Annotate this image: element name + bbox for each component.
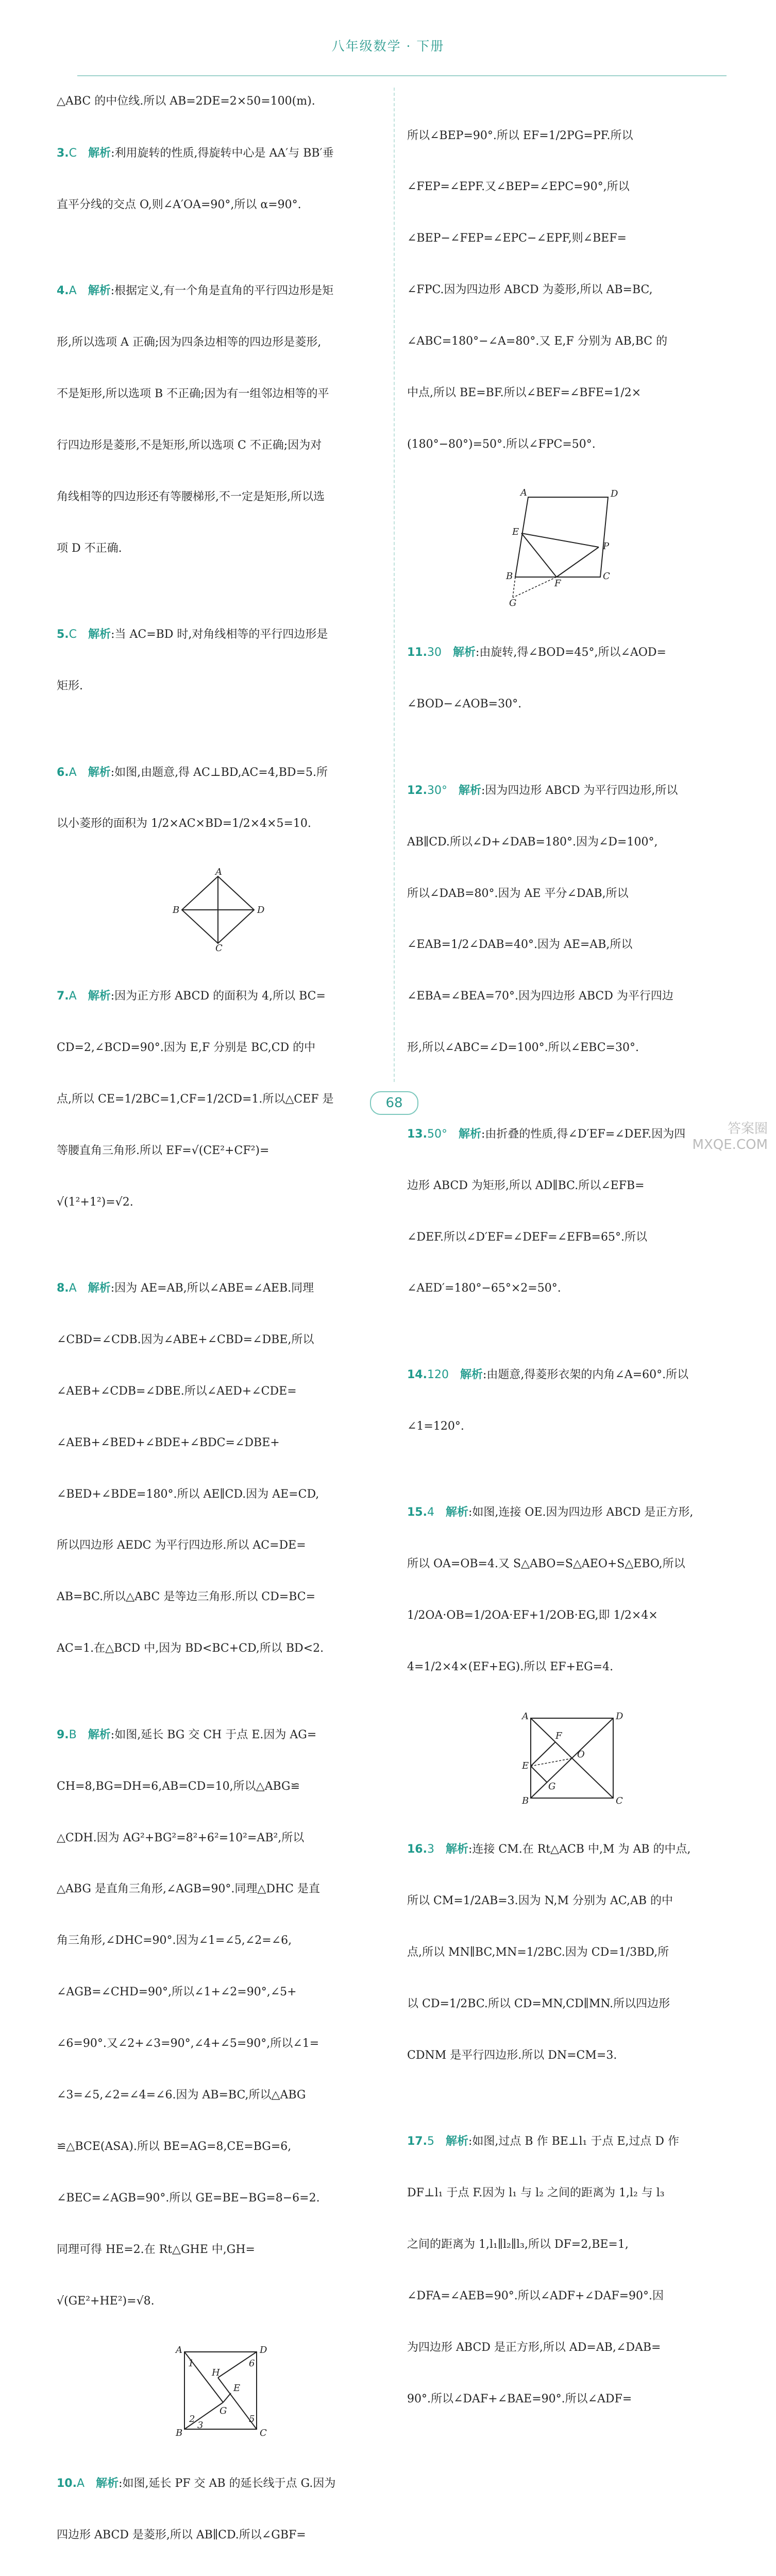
vertex-label: A: [175, 2345, 182, 2356]
point-label: G: [509, 597, 517, 608]
analysis-text: ∠AED′=180°−65°×2=50°.: [407, 1282, 561, 1295]
item-number: 6.: [57, 766, 69, 779]
analysis-text: :由题意,得菱形衣架的内角∠A=60°.所以: [483, 1368, 689, 1381]
analysis-text: 形,所以∠ABC=∠D=100°.所以∠EBC=30°.: [407, 1041, 639, 1055]
analysis-tag: 解析: [459, 1127, 482, 1141]
answer-item-17: [407, 2099, 727, 2442]
analysis-text: ∠DEF.所以∠D′EF=∠DEF=∠EFB=65°.所以: [407, 1230, 647, 1244]
vertex-label: B: [522, 1795, 529, 1806]
watermark-logo: 答案圈 MXQE.COM: [692, 1121, 768, 1153]
analysis-text: :因为 AE=AB,所以∠ABE=∠AEB.同理: [110, 1282, 314, 1295]
analysis-text: △ABG 是直角三角形,∠AGB=90°.同理△DHC 是直: [57, 1883, 320, 1896]
analysis-text: :当 AC=BD 时,对角线相等的平行四边形是: [111, 628, 328, 641]
analysis-text: CH=8,BG=DH=6,AB=CD=10,所以△ABG≌: [57, 1780, 300, 1793]
answer-item-3: [57, 110, 379, 247]
segment-pf: [556, 547, 599, 577]
analysis-text: :由折叠的性质,得∠D′EF=∠DEF.因为四: [481, 1127, 686, 1141]
analysis-text: 所以四边形 AEDC 为平行四边形.所以 AC=DE=: [57, 1539, 306, 1552]
vertex-label: D: [259, 2345, 267, 2356]
analysis-text: ∠BOD−∠AOB=30°.: [407, 698, 522, 711]
item-answer: B: [69, 1728, 77, 1741]
answer-item-7: [57, 953, 379, 1245]
item-answer: A: [69, 1282, 77, 1295]
analysis-text: 矩形.: [57, 680, 83, 693]
item-answer: 120: [427, 1368, 449, 1381]
analysis-text: ∠BED+∠BDE=180°.所以 AE∥CD.因为 AE=CD,: [57, 1487, 319, 1501]
point-label: E: [233, 2383, 240, 2394]
analysis-text: CDNM 是平行四边形.所以 DN=CM=3.: [407, 2048, 617, 2062]
vertex-label: D: [616, 1710, 623, 1722]
answer-item-4: [57, 248, 379, 591]
analysis-text: 为四边形 ABCD 是正方形,所以 AD=AB,∠DAB=: [407, 2341, 661, 2354]
segment-eg: [531, 1766, 547, 1783]
analysis-text: ∠6=90°.又∠2+∠3=90°,∠4+∠5=90°,所以∠1=: [57, 2037, 319, 2050]
parallelogram-outline: [515, 497, 608, 577]
analysis-tag: 解析: [88, 766, 111, 779]
vertex-label: B: [506, 570, 513, 582]
analysis-text: AB∥CD.所以∠D+∠DAB=180°.因为∠D=100°,: [407, 835, 658, 849]
point-label: H: [211, 2367, 220, 2379]
angle-label: 3: [197, 2420, 203, 2431]
column-divider: [394, 88, 395, 1082]
point-label: F: [554, 578, 561, 589]
segment-ep: [521, 533, 599, 547]
segment-bg-dashed: [513, 577, 515, 598]
analysis-tag: 解析: [88, 1728, 111, 1741]
angle-label: 6: [248, 2358, 255, 2369]
item-answer: 30: [427, 646, 442, 659]
answer-item-15: [407, 1470, 727, 1710]
item-answer: C: [69, 146, 77, 160]
analysis-tag: 解析: [88, 1282, 111, 1295]
analysis-text: ∠CBD=∠CDB.因为∠ABE+∠CBD=∠DBE,所以: [57, 1333, 314, 1346]
analysis-text: DF⊥l₁ 于点 F.因为 l₁ 与 l₂ 之间的距离为 1,l₂ 与 l₃: [407, 2187, 665, 2200]
analysis-tag: 解析: [88, 146, 111, 160]
vertex-label: B: [172, 905, 179, 916]
answer-item-6: [57, 730, 379, 867]
item-answer: A: [69, 766, 77, 779]
vertex-label: A: [215, 867, 222, 878]
vertex-label: A: [520, 487, 527, 498]
analysis-text: 等腰直角三角形.所以 EF=√(CE²+CF²)=: [57, 1144, 269, 1157]
analysis-text: 点,所以 CE=1/2BC=1,CF=1/2CD=1.所以△CEF 是: [57, 1092, 334, 1106]
analysis-text: 点,所以 MN∥BC,MN=1/2BC.因为 CD=1/3BD,所: [407, 1946, 669, 1959]
item-number: 16.: [407, 1843, 427, 1856]
analysis-text: :因为正方形 ABCD 的面积为 4,所以 BC=: [110, 989, 326, 1003]
answer-item-8: [57, 1245, 379, 1691]
analysis-text: √(1²+1²)=√2.: [57, 1195, 133, 1209]
angle-label: 1: [188, 2358, 194, 2369]
point-label: O: [577, 1749, 585, 1760]
item-answer: 30°: [427, 784, 447, 797]
analysis-text: 角三角形,∠DHC=90°.因为∠1=∠5,∠2=∠6,: [57, 1934, 292, 1947]
rhombus-figure: [166, 867, 269, 954]
point-label: G: [548, 1781, 556, 1792]
analysis-text: :如图,过点 B 作 BE⊥l₁ 于点 E,过点 D 作: [468, 2135, 680, 2148]
vertex-label: C: [215, 943, 223, 954]
vertex-label: B: [175, 2428, 182, 2439]
analysis-text: 4=1/2×4×(EF+EG).所以 EF+EG=4.: [407, 1660, 614, 1673]
point-label: E: [522, 1760, 529, 1771]
analysis-text: 边形 ABCD 为矩形,所以 AD∥BC.所以∠EFB=: [407, 1179, 645, 1192]
analysis-text: AC=1.在△BCD 中,因为 BD<BC+CD,所以 BD<2.: [57, 1642, 324, 1655]
analysis-tag: 解析: [446, 2135, 469, 2148]
item-number: 10.: [57, 2477, 77, 2490]
analysis-text: 四边形 ABCD 是菱形,所以 AB∥CD.所以∠GBF=: [57, 2528, 306, 2541]
answer-item-16: [407, 1807, 727, 2098]
analysis-text: :由旋转,得∠BOD=45°,所以∠AOD=: [476, 646, 666, 659]
analysis-tag: 解析: [446, 1843, 469, 1856]
answer-item-14: [407, 1332, 727, 1469]
vertex-label: C: [616, 1795, 623, 1806]
segment-ef: [521, 533, 556, 577]
analysis-text: :根据定义,有一个角是直角的平行四边形是矩: [110, 284, 334, 298]
angle-label: 5: [248, 2414, 255, 2425]
segment-ef: [531, 1742, 555, 1766]
analysis-text: ∠EAB=1/2∠DAB=40°.因为 AE=AB,所以: [407, 938, 633, 952]
page-number: 68: [370, 1091, 418, 1115]
item-number: 11.: [407, 646, 427, 659]
analysis-text: 1/2OA·OB=1/2OA·EF+1/2OB·EG,即 1/2×4×: [407, 1609, 658, 1622]
analysis-tag: 解析: [88, 989, 111, 1003]
item-answer: A: [69, 989, 77, 1003]
item-number: 8.: [57, 1282, 69, 1295]
analysis-text: ≌△BCE(ASA).所以 BE=AG=8,CE=BG=6,: [57, 2140, 292, 2153]
answer-item-10: [57, 2441, 379, 2576]
item-number: 12.: [407, 784, 427, 797]
vertex-label: C: [603, 570, 610, 582]
analysis-text: ∠AGB=∠CHD=90°,所以∠1+∠2=90°,∠5+: [57, 1986, 297, 1999]
analysis-text: 直平分线的交点 O,则∠A′OA=90°,所以 α=90°.: [57, 198, 301, 211]
analysis-text: :利用旋转的性质,得旋转中心是 AA′与 BB′垂: [111, 146, 334, 160]
item-number: 17.: [407, 2135, 427, 2148]
header-divider: [77, 75, 727, 76]
point-label: E: [512, 526, 519, 537]
rhombus-figure-10: [505, 489, 629, 608]
item-number: 9.: [57, 1728, 69, 1741]
analysis-text: AB=BC.所以△ABC 是等边三角形.所以 CD=BC=: [57, 1590, 316, 1604]
analysis-tag: 解析: [460, 1368, 483, 1381]
left-column: [57, 93, 379, 2576]
analysis-text: 以 CD=1/2BC.所以 CD=MN,CD∥MN.所以四边形: [407, 1997, 670, 2011]
analysis-text: ∠3=∠5,∠2=∠4=∠6.因为 AB=BC,所以△ABG: [57, 2088, 306, 2102]
analysis-text: CD=2,∠BCD=90°.因为 E,F 分别是 BC,CD 的中: [57, 1041, 316, 1054]
item-answer: 50°: [427, 1127, 447, 1141]
analysis-text: 以小菱形的面积为 1/2×AC×BD=1/2×4×5=10.: [57, 817, 311, 831]
analysis-text: :连接 CM.在 Rt△ACB 中,M 为 AB 的中点,: [468, 1843, 691, 1856]
item-answer: C: [69, 628, 77, 641]
item-answer: 3: [427, 1843, 434, 1856]
analysis-tag: 解析: [88, 284, 111, 298]
analysis-tag: 解析: [88, 628, 111, 641]
right-column: [407, 93, 727, 2443]
analysis-text: 同理可得 HE=2.在 Rt△GHE 中,GH=: [57, 2243, 255, 2256]
point-label: F: [555, 1730, 562, 1741]
analysis-text: 90°.所以∠DAF+∠BAE=90°.所以∠ADF=: [407, 2392, 632, 2405]
right-continuation: 所以∠BEP=90°.所以 EF=1/2PG=PF.所以 ∠FEP=∠EPF.又∠BEP=∠EPC=90°,所以 ∠BEP−∠FEP=∠EPC−∠EPF,则∠BEF= ∠FPC.因为四边形 ABCD 为菱形,所以 AB=BC, ∠ABC=180°−∠A=80°.又 E,F 分别为 AB,BC 的 中点,所以 BE=BF.所以∠BEF=∠BFE=1/2× (180°−80°)=50°.所以∠FPC=50°.: [407, 129, 668, 451]
analysis-text: √(GE²+HE²)=√8.: [57, 2294, 155, 2308]
analysis-text: :如图,延长 BG 交 CH 于点 E.因为 AG=: [110, 1728, 317, 1741]
item-number: 15.: [407, 1506, 427, 1519]
analysis-text: ∠1=120°.: [407, 1419, 464, 1433]
analysis-text: ∠AEB+∠CDB=∠DBE.所以∠AED+∠CDE=: [57, 1384, 297, 1398]
analysis-text: :如图,连接 OE.因为四边形 ABCD 是正方形,: [468, 1506, 694, 1519]
analysis-text: 行四边形是菱形,不是矩形,所以选项 C 不正确;因为对: [57, 438, 322, 452]
segment-fg-dashed: [513, 577, 556, 598]
square-figure-9: [166, 2346, 269, 2438]
item-number: 14.: [407, 1368, 427, 1381]
page-header-title: 八年级数学 · 下册: [331, 39, 445, 54]
point-label: P: [603, 540, 610, 552]
vertex-label: D: [611, 488, 618, 499]
point-label: G: [219, 2405, 227, 2417]
analysis-text: ∠EBA=∠BEA=70°.因为四边形 ABCD 为平行四边: [407, 990, 673, 1003]
square-figure-15: [515, 1710, 623, 1806]
vertex-label: D: [257, 905, 264, 916]
analysis-text: :如图,由题意,得 AC⊥BD,AC=4,BD=5.所: [110, 766, 328, 779]
item-number: 13.: [407, 1127, 427, 1141]
analysis-text: 不是矩形,所以选项 B 不正确;因为有一组邻边相等的平: [57, 387, 329, 401]
vertex-label: A: [522, 1710, 529, 1722]
answer-item-5: [57, 592, 379, 729]
item-answer: A: [76, 2477, 85, 2490]
item-answer: A: [69, 284, 77, 298]
answer-item-12: [407, 748, 727, 1091]
answer-item-11: [407, 610, 727, 747]
left-continuation: △ABC 的中位线.所以 AB=2DE=2×50=100(m).: [57, 95, 315, 108]
item-number: 3.: [57, 146, 69, 160]
analysis-text: 角线相等的四边形还有等腰梯形,不一定是矩形,所以选: [57, 490, 325, 503]
analysis-text: 项 D 不正确.: [57, 541, 122, 555]
analysis-text: 所以 CM=1/2AB=3.因为 N,M 分别为 AC,AB 的中: [407, 1894, 673, 1908]
vertex-label: C: [259, 2428, 267, 2439]
analysis-text: ∠BEC=∠AGB=90°.所以 GE=BE−BG=8−6=2.: [57, 2191, 320, 2205]
analysis-tag: 解析: [96, 2477, 119, 2490]
analysis-text: ∠DFA=∠AEB=90°.所以∠ADF+∠DAF=90°.因: [407, 2290, 664, 2303]
analysis-tag: 解析: [459, 784, 482, 797]
analysis-text: △CDH.因为 AG²+BG²=8²+6²=10²=AB²,所以: [57, 1831, 305, 1844]
square-outline: [184, 2352, 257, 2429]
analysis-text: 所以∠DAB=80°.因为 AE 平分∠DAB,所以: [407, 887, 629, 900]
angle-label: 2: [189, 2414, 195, 2425]
item-number: 5.: [57, 628, 69, 641]
analysis-text: 所以 OA=OB=4.又 S△ABO=S△AEO+S△EBO,所以: [407, 1557, 685, 1571]
analysis-tag: 解析: [453, 646, 476, 659]
answer-item-9: [57, 1692, 379, 2344]
analysis-text: :因为四边形 ABCD 为平行四边形,所以: [481, 784, 678, 797]
analysis-text: :如图,延长 PF 交 AB 的延长线于点 G.因为: [119, 2477, 336, 2490]
analysis-text: ∠AEB+∠BED+∠BDE+∠BDC=∠DBE+: [57, 1436, 280, 1449]
analysis-text: 形,所以选项 A 正确;因为四条边相等的四边形是菱形,: [57, 336, 322, 349]
item-answer: 4: [427, 1506, 434, 1519]
item-number: 7.: [57, 989, 69, 1003]
item-answer: 5: [427, 2135, 434, 2148]
analysis-tag: 解析: [446, 1506, 469, 1519]
segment-ge: [223, 2393, 231, 2402]
analysis-text: 之间的距离为 1,l₁∥l₂∥l₃,所以 DF=2,BE=1,: [407, 2238, 629, 2251]
item-number: 4.: [57, 284, 69, 298]
